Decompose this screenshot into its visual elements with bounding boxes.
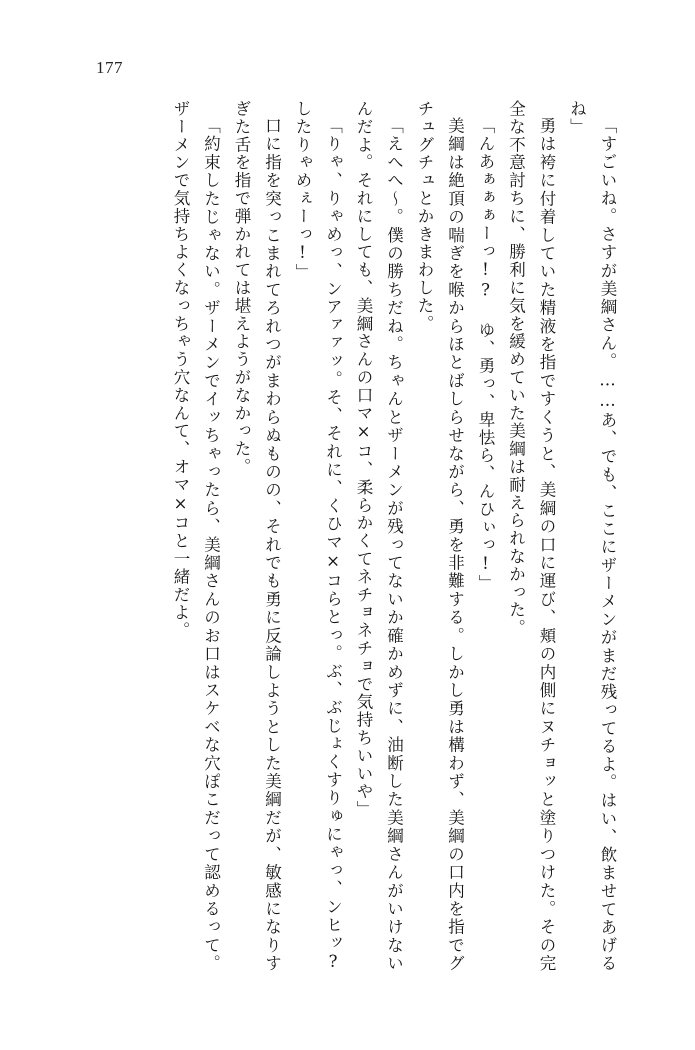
paragraph: 勇は袴に付着していた精液を指ですくうと、美綱の口に運び、頬の内側にヌチョッと塗りつけた。その完全な不意討ちに、勝利に気を緩めていた美綱は耐えられなかった。 [506, 100, 556, 972]
paragraph: 「んあぁぁぁーっ!? ゆ、勇っ、卑怯ら、んひぃっ!」 [476, 116, 495, 592]
paragraph: 「すごいね。さすが美綱さん。……あ、でも、ここにザーメンがまだ残ってるよ。はい、飲ませてあげるね」 [567, 100, 617, 972]
paragraph: 「約束したじゃない。ザーメンでイッちゃったら、美綱さんのお口はスケベな穴ぽこだって認めるって。ザーメンで気持ちよくなっちゃう穴なんて、オマ×コと一緒だよ。 [171, 100, 221, 972]
paragraph: 美綱は絶頂の喘ぎを喉からほとばしらせながら、勇を非難する。しかし勇は構わず、美綱の口内を指でグチュグチュとかきまわした。 [415, 100, 465, 972]
paragraph: 「りゃ、りゃめっ、ンアァァッ。そ、それに、くひマ×コらとっ。ぶ、ぶじょくすりゅにゃっ、ンヒッ? したりゃめぇーっ!」 [293, 100, 343, 972]
page-text-body [74, 100, 622, 972]
paragraph: 口に指を突っこまれてろれつがまわらぬものの、それでも勇に反論しようとした美綱だが、敏感になりすぎた舌を指で弾かれては堪えようがなかった。 [232, 100, 282, 972]
paragraph: 「えへへ～。僕の勝ちだね。ちゃんとザーメンが残ってないか確かめずに、油断した美綱さんがいけないんだよ。それにしても、美綱さんの口マ×コ、柔らかくてネチョネチョで気持ちいいや」 [354, 100, 404, 972]
page-number: 177 [96, 58, 123, 77]
